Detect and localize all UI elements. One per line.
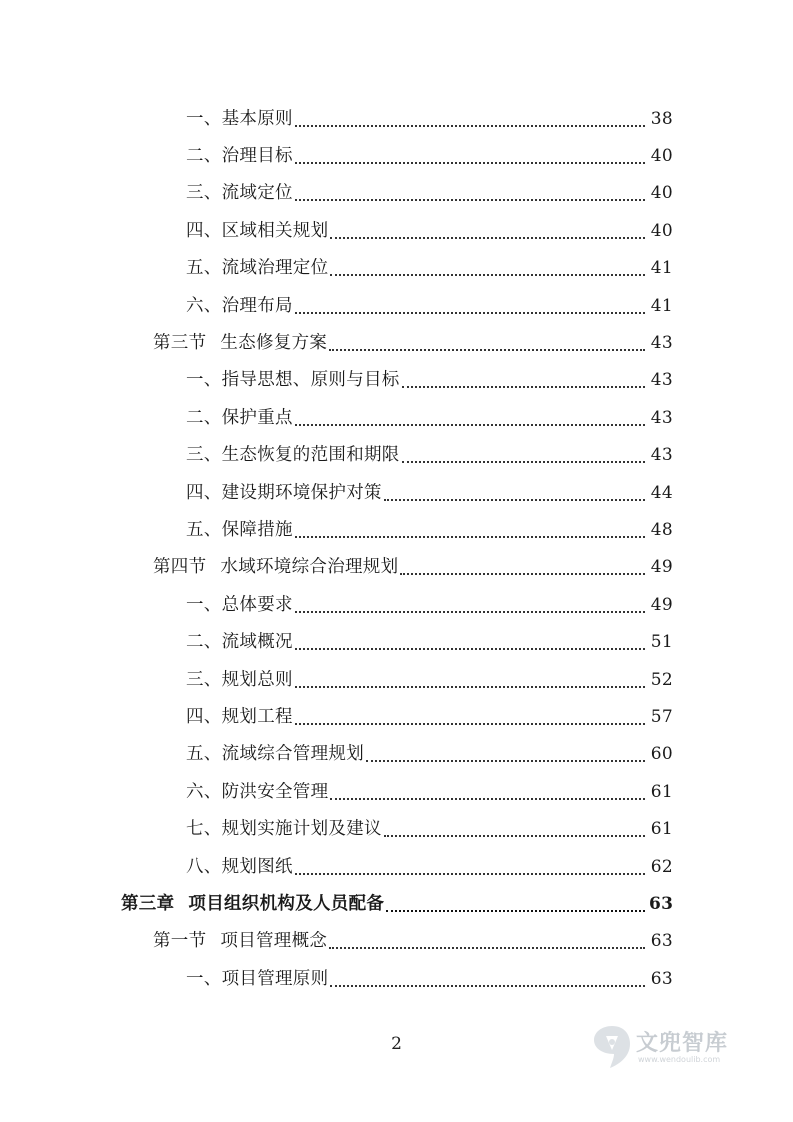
toc-leader-dots <box>295 611 645 613</box>
toc-entry-item[interactable] <box>0 661 793 698</box>
toc-entry-item[interactable] <box>0 698 793 735</box>
toc-entry-section[interactable] <box>0 549 793 586</box>
toc-entry-item[interactable] <box>0 736 793 773</box>
toc-entry-text: 规划图纸 <box>221 856 293 877</box>
toc-entry-item[interactable] <box>0 137 793 174</box>
toc-entry-page: 43 <box>650 333 673 354</box>
toc-leader-dots <box>384 835 645 837</box>
toc-entry-number: 第四节 <box>153 557 207 578</box>
toc-entry-page: 51 <box>650 632 673 653</box>
toc-entry-page: 52 <box>650 669 673 690</box>
toc-entry-item[interactable] <box>0 175 793 212</box>
toc-entry-title <box>186 296 293 316</box>
toc-leader-dots <box>295 536 645 538</box>
toc-entry-text: 流域概况 <box>221 632 293 653</box>
toc-entry-item[interactable] <box>0 810 793 847</box>
toc-entry-page: 63 <box>650 931 673 952</box>
toc-entry-text: 规划总则 <box>221 669 293 690</box>
toc-entry-page: 63 <box>649 893 674 914</box>
toc-entry-chapter[interactable] <box>0 885 793 922</box>
toc-leader-dots <box>330 237 645 239</box>
toc-entry-number: 一、 <box>186 968 222 989</box>
toc-entry-item[interactable] <box>0 474 793 511</box>
toc-entry-text: 总体要求 <box>221 594 293 615</box>
toc-entry-number: 八、 <box>186 856 222 877</box>
toc-entry-text: 流域综合管理规划 <box>221 744 365 765</box>
toc-entry-text: 生态恢复的范围和期限 <box>221 445 400 466</box>
toc-entry-page: 40 <box>650 183 673 204</box>
toc-leader-dots <box>295 873 645 875</box>
toc-leader-dots <box>295 723 645 725</box>
toc-entry-page: 49 <box>650 557 673 578</box>
toc-entry-item[interactable] <box>0 287 793 324</box>
toc-entry-item[interactable] <box>0 511 793 548</box>
toc-entry-page: 60 <box>650 744 673 765</box>
toc-entry-text: 防洪安全管理 <box>221 781 329 802</box>
toc-entry-page: 41 <box>650 258 673 279</box>
toc-entry-item[interactable] <box>0 250 793 287</box>
toc-leader-dots <box>295 648 645 650</box>
toc-leader-dots <box>384 499 645 501</box>
toc-entry-text: 保护重点 <box>221 407 293 428</box>
toc-entry-page: 43 <box>650 407 673 428</box>
toc-entry-number: 第三节 <box>153 333 207 354</box>
toc-leader-dots <box>330 798 645 800</box>
toc-entry-title <box>186 445 400 465</box>
toc-entry-title <box>186 370 400 390</box>
toc-entry-item[interactable] <box>0 848 793 885</box>
toc-entry-number: 六、 <box>186 295 222 316</box>
toc-entry-title <box>153 557 398 577</box>
toc-leader-dots <box>330 985 645 987</box>
toc-entry-page: 40 <box>650 220 673 241</box>
toc-entry-number: 第一节 <box>153 931 207 952</box>
toc-entry-text: 治理布局 <box>221 295 293 316</box>
toc-entry-title <box>186 483 382 503</box>
toc-entry-title <box>186 221 328 241</box>
toc-leader-dots <box>402 461 645 463</box>
toc-entry-text: 保障措施 <box>221 519 293 540</box>
toc-entry-item[interactable] <box>0 586 793 623</box>
toc-entry-title <box>153 333 327 353</box>
toc-leader-dots <box>295 199 645 201</box>
watermark-url: www.wendoulib.com <box>638 1055 721 1064</box>
toc-entry-page: 49 <box>650 594 673 615</box>
toc-entry-number: 二、 <box>186 407 222 428</box>
toc-leader-dots <box>400 573 645 575</box>
toc-entry-number: 四、 <box>186 220 222 241</box>
toc-entry-title <box>186 258 328 278</box>
toc-entry-title <box>186 408 293 428</box>
toc-entry-text: 区域相关规划 <box>221 220 329 241</box>
toc-entry-text: 生态修复方案 <box>220 333 328 354</box>
toc-entry-number: 二、 <box>186 632 222 653</box>
toc-entry-item[interactable] <box>0 362 793 399</box>
toc-entry-title <box>121 894 384 914</box>
toc-entry-item[interactable] <box>0 212 793 249</box>
toc-entry-title <box>186 595 293 615</box>
toc-entry-page: 44 <box>650 482 673 503</box>
toc-entry-number: 七、 <box>186 819 222 840</box>
toc-entry-title <box>186 109 293 129</box>
toc-entry-text: 项目管理概念 <box>220 931 328 952</box>
toc-entry-title <box>186 819 382 839</box>
toc-entry-number: 四、 <box>186 482 222 503</box>
toc-entry-text: 规划实施计划及建议 <box>221 819 382 840</box>
toc-entry-item[interactable] <box>0 773 793 810</box>
toc-entry-number: 二、 <box>186 146 222 167</box>
toc-entry-page: 41 <box>650 295 673 316</box>
toc-entry-item[interactable] <box>0 437 793 474</box>
table-of-contents <box>0 100 793 997</box>
toc-entry-text: 水域环境综合治理规划 <box>220 557 399 578</box>
toc-entry-page: 43 <box>650 370 673 391</box>
toc-entry-text: 项目管理原则 <box>221 968 329 989</box>
toc-entry-page: 38 <box>650 108 673 129</box>
toc-entry-number: 三、 <box>186 445 222 466</box>
toc-leader-dots <box>366 760 645 762</box>
toc-entry-number: 三、 <box>186 669 222 690</box>
toc-entry-title <box>186 969 328 989</box>
toc-entry-text: 流域治理定位 <box>221 258 329 279</box>
toc-entry-text: 规划工程 <box>221 706 293 727</box>
toc-entry-page: 61 <box>650 781 673 802</box>
toc-entry-page: 61 <box>650 819 673 840</box>
toc-entry-page: 48 <box>650 519 673 540</box>
toc-entry-number: 第三章 <box>121 893 175 914</box>
toc-entry-page: 40 <box>650 146 673 167</box>
toc-entry-title <box>186 707 293 727</box>
toc-entry-section[interactable] <box>0 324 793 361</box>
wendou-logo-icon <box>592 1024 632 1070</box>
toc-entry-title <box>186 670 293 690</box>
toc-entry-title <box>186 146 293 166</box>
toc-entry-text: 建设期环境保护对策 <box>221 482 382 503</box>
toc-entry-number: 五、 <box>186 258 222 279</box>
toc-entry-number: 五、 <box>186 744 222 765</box>
toc-entry-page: 43 <box>650 445 673 466</box>
toc-entry-title <box>186 183 293 203</box>
toc-leader-dots <box>330 274 645 276</box>
toc-entry-title <box>153 931 327 951</box>
toc-entry-item[interactable] <box>0 960 793 997</box>
toc-entry-item[interactable] <box>0 623 793 660</box>
toc-entry-item[interactable] <box>0 399 793 436</box>
toc-entry-number: 一、 <box>186 594 222 615</box>
toc-leader-dots <box>295 312 645 314</box>
toc-entry-text: 流域定位 <box>221 183 293 204</box>
toc-entry-page: 63 <box>650 968 673 989</box>
toc-leader-dots <box>386 910 645 912</box>
toc-entry-title <box>186 520 293 540</box>
toc-leader-dots <box>295 686 645 688</box>
toc-entry-title <box>186 857 293 877</box>
toc-entry-number: 六、 <box>186 781 222 802</box>
toc-entry-page: 62 <box>650 856 673 877</box>
toc-leader-dots <box>402 386 645 388</box>
toc-leader-dots <box>295 125 645 127</box>
toc-entry-item[interactable] <box>0 100 793 137</box>
toc-entry-title <box>186 632 293 652</box>
toc-entry-page: 57 <box>650 706 673 727</box>
toc-entry-text: 治理目标 <box>221 146 293 167</box>
toc-entry-text: 指导思想、原则与目标 <box>221 370 400 391</box>
toc-entry-number: 四、 <box>186 706 222 727</box>
watermark <box>592 1022 752 1072</box>
toc-entry-title <box>186 782 328 802</box>
toc-entry-title <box>186 744 364 764</box>
toc-leader-dots <box>295 424 645 426</box>
toc-entry-section[interactable] <box>0 923 793 960</box>
toc-entry-number: 一、 <box>186 108 222 129</box>
toc-leader-dots <box>329 349 645 351</box>
toc-leader-dots <box>329 947 645 949</box>
toc-entry-text: 项目组织机构及人员配备 <box>188 893 385 914</box>
toc-leader-dots <box>295 162 645 164</box>
toc-entry-number: 五、 <box>186 519 222 540</box>
watermark-text: 文兜智库 <box>636 1031 729 1056</box>
toc-entry-number: 三、 <box>186 183 222 204</box>
page-number: 2 <box>391 1034 402 1054</box>
toc-entry-number: 一、 <box>186 370 222 391</box>
toc-entry-text: 基本原则 <box>221 108 293 129</box>
